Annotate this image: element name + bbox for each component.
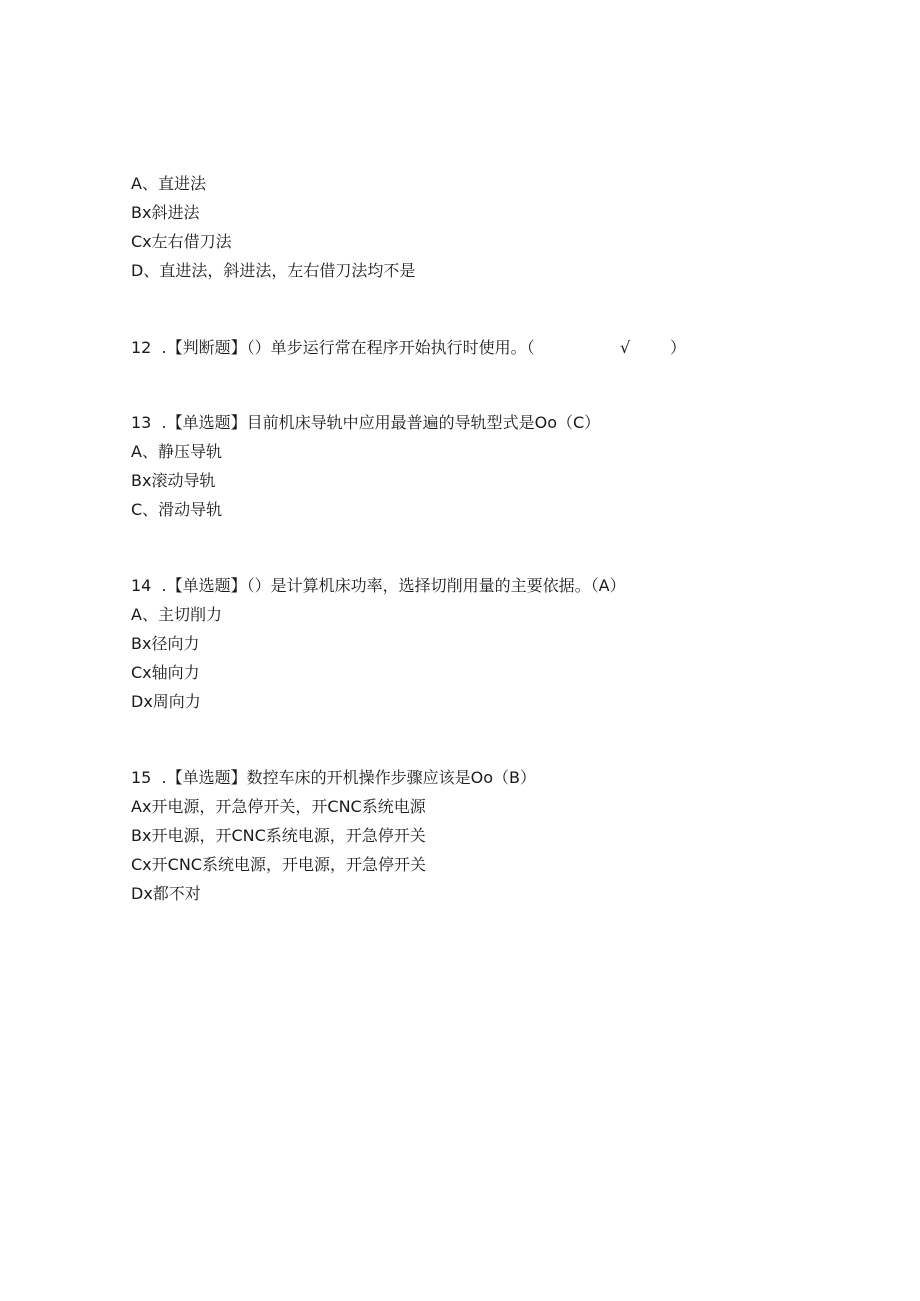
q13-stem: 13 .【单选题】目前机床导轨中应用最普遍的导轨型式是Oo（C） bbox=[131, 413, 601, 432]
q12-answer-check: √ bbox=[620, 338, 631, 357]
q15-option-d: Dx都不对 bbox=[131, 884, 201, 903]
q11-option-b: Bx斜进法 bbox=[131, 203, 200, 222]
q15-stem: 15 .【单选题】数控车床的开机操作步骤应该是Oo（B） bbox=[131, 768, 536, 787]
q13-option-b: Bx滚动导轨 bbox=[131, 471, 216, 490]
q14-stem: 14 .【单选题】（）是计算机床功率，选择切削用量的主要依据。（A） bbox=[131, 576, 626, 595]
q14-option-b: Bx径向力 bbox=[131, 634, 200, 653]
q15-option-b: Bx开电源，开CNC系统电源，开急停开关 bbox=[131, 826, 426, 845]
q15-option-c: Cx开CNC系统电源，开电源，开急停开关 bbox=[131, 855, 426, 874]
q14-option-c: Cx轴向力 bbox=[131, 663, 200, 682]
q11-option-a: A、直进法 bbox=[131, 174, 206, 193]
q14-option-a: A、主切削力 bbox=[131, 605, 222, 624]
q11-option-d: D、直进法，斜进法，左右借刀法均不是 bbox=[131, 261, 416, 280]
q12-stem: 12 .【判断题】（）单步运行常在程序开始执行时使用。（ bbox=[131, 338, 535, 357]
q13-option-a: A、静压导轨 bbox=[131, 442, 222, 461]
q15-option-a: Ax开电源，开急停开关，开CNC系统电源 bbox=[131, 797, 426, 816]
q14-option-d: Dx周向力 bbox=[131, 692, 201, 711]
q11-option-c: Cx左右借刀法 bbox=[131, 232, 232, 251]
q12-close-paren: ） bbox=[670, 338, 687, 357]
q13-option-c: C、滑动导轨 bbox=[131, 500, 223, 519]
